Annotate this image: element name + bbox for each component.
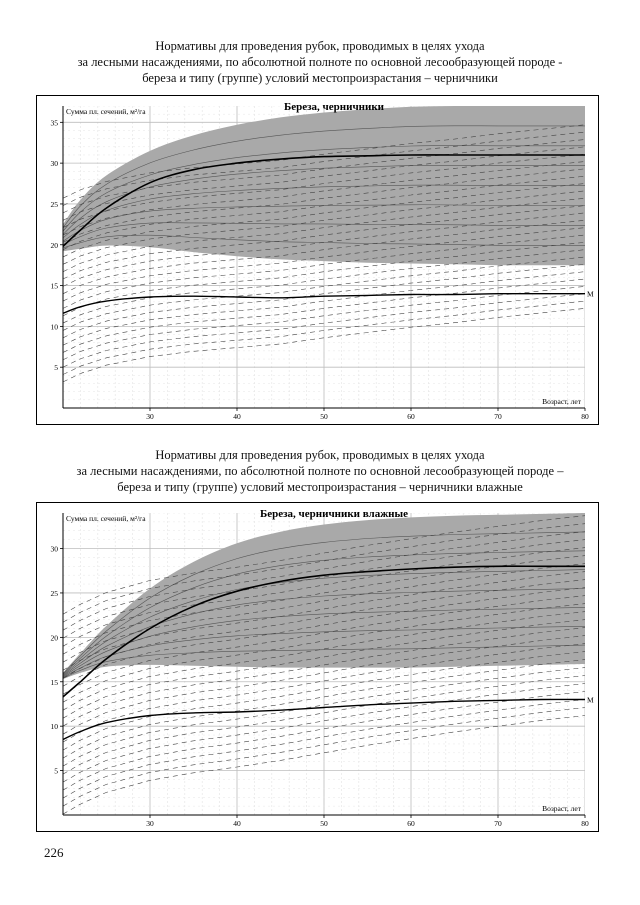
- caption-line: береза и типу (группе) условий местопроизрастания – черничники: [142, 71, 498, 85]
- page-number: 226: [44, 845, 64, 860]
- x-tick-label: 40: [233, 412, 241, 421]
- chart-caption-2: [40, 447, 600, 495]
- y-tick-label: 35: [50, 118, 58, 128]
- x-tick-label: 80: [581, 819, 589, 828]
- caption-line: береза и типу (группе) условий местопроизрастания – черничники влажные: [117, 480, 523, 494]
- plot-area: [63, 513, 585, 815]
- x-tick-label: 30: [146, 819, 154, 828]
- y-tick-label: 20: [50, 240, 58, 250]
- chart-svg-1: [37, 96, 598, 424]
- y-tick-label: 25: [50, 588, 58, 598]
- y-axis-label: Сумма пл. сечений, м²/га: [66, 514, 146, 523]
- y-tick-label: 30: [50, 159, 58, 169]
- chart-svg-2: [37, 503, 598, 831]
- caption-line: за лесными насаждениями, по абсолютной полноте по основной лесообразующей породе -: [77, 55, 563, 69]
- x-tick-label: 30: [146, 412, 154, 421]
- x-axis-label: Возраст, лет: [542, 804, 581, 813]
- x-tick-label: 50: [320, 819, 328, 828]
- plot-area: [63, 106, 585, 408]
- x-axis-label: Возраст, лет: [542, 397, 581, 406]
- series-label-m: M: [587, 289, 594, 299]
- y-tick-label: 5: [54, 766, 58, 776]
- series-label-m: M: [587, 695, 594, 705]
- y-tick-label: 15: [50, 677, 58, 687]
- y-tick-label: 25: [50, 199, 58, 209]
- chart-caption-1: [40, 38, 600, 86]
- chart-title: Береза, черничники влажные: [259, 508, 409, 520]
- x-tick-label: 70: [494, 412, 502, 421]
- y-tick-label: 30: [50, 544, 58, 554]
- x-tick-label: 60: [407, 412, 415, 421]
- x-tick-label: 50: [320, 412, 328, 421]
- x-tick-label: 60: [407, 819, 415, 828]
- caption-line: Нормативы для проведения рубок, проводимых в целях ухода: [155, 448, 485, 462]
- y-tick-label: 5: [54, 363, 58, 373]
- caption-line: Нормативы для проведения рубок, проводимых в целях ухода: [155, 39, 485, 53]
- y-tick-label: 15: [50, 281, 58, 291]
- x-tick-label: 70: [494, 819, 502, 828]
- chart-panel-1: [36, 95, 599, 425]
- chart-panel-2: [36, 502, 599, 832]
- y-tick-label: 20: [50, 633, 58, 643]
- y-axis-label: Сумма пл. сечений, м²/га: [66, 107, 146, 116]
- y-tick-label: 10: [50, 722, 58, 732]
- caption-line: за лесными насаждениями, по абсолютной полноте по основной лесообразующей породе –: [76, 464, 564, 478]
- y-tick-label: 10: [50, 322, 58, 332]
- x-tick-label: 80: [581, 412, 589, 421]
- chart-title: Береза, черничники: [283, 101, 385, 113]
- x-tick-label: 40: [233, 819, 241, 828]
